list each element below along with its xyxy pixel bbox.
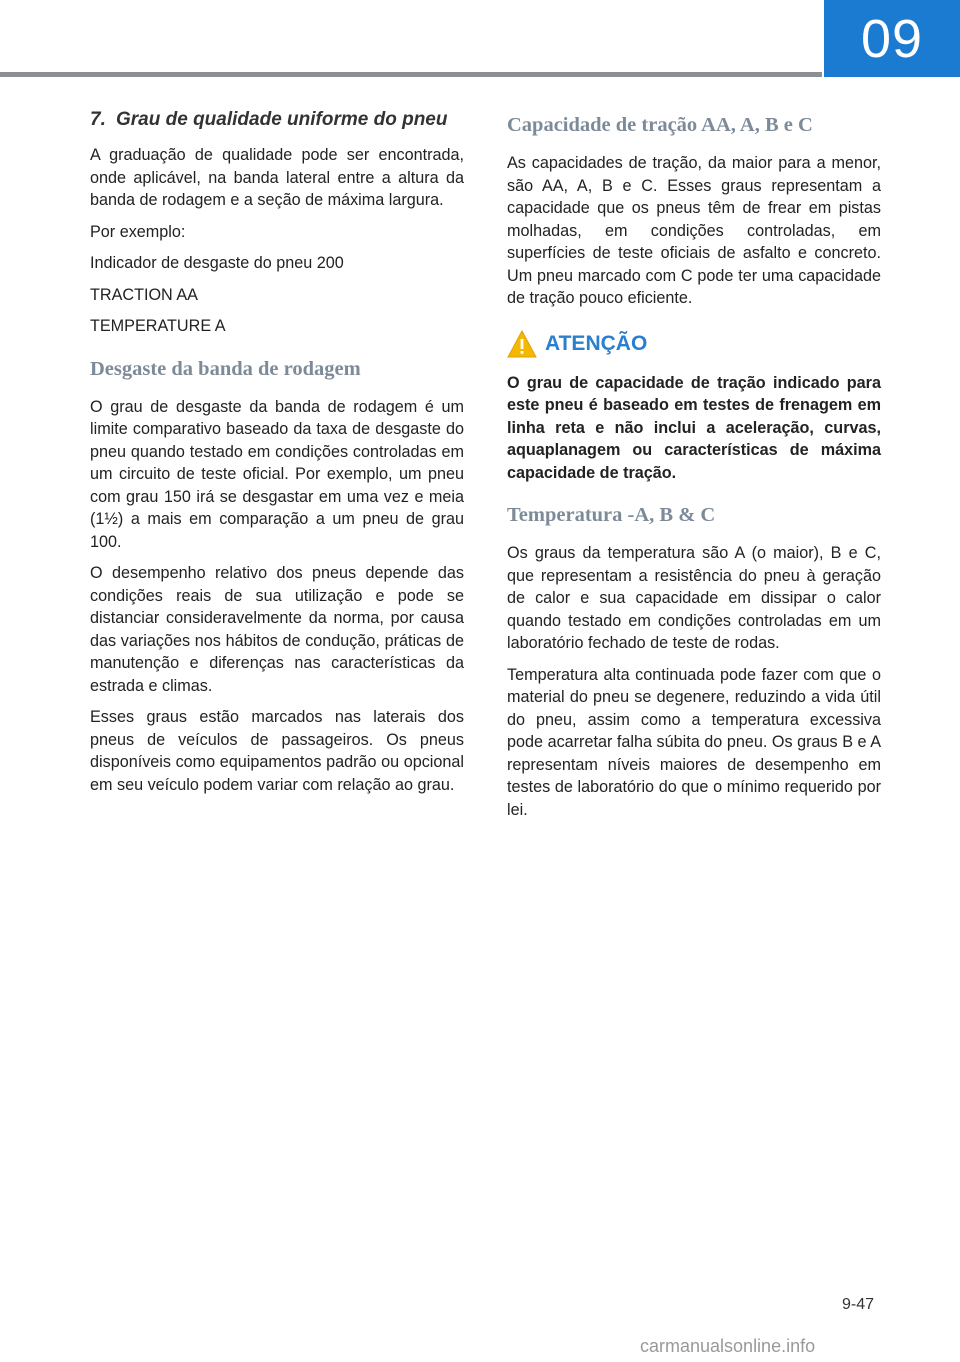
watermark-text: carmanualsonline.info xyxy=(640,1336,816,1356)
intro-paragraph: A graduação de qualidade pode ser encontrada, onde aplicável, na banda lateral entre a altura da banda de rodagem e a seção de máxima largura. xyxy=(90,146,464,209)
example-line-treadwear: Indicador de desgaste do pneu 200 xyxy=(90,254,344,272)
traction-paragraph: As capacidades de tração, da maior para a menor, são AA, A, B e C. Esses graus representam a capacidade que os pneus têm de frear em pistas molhadas, em condições controladas, em superfícies de teste oficiais de asfalto e concreto. Um pneu marcado com C pode ter uma capacidade de tração pouco eficiente. xyxy=(507,154,881,307)
warning-text: O grau de capacidade de tração indicado para este pneu é baseado em testes de frenagem em linha reta e não inclui a aceleração, curvas, aquaplanagem ou características de máxima capacidade de tração. xyxy=(507,373,881,482)
right-column xyxy=(507,108,881,830)
section-number: 7. xyxy=(90,109,106,130)
example-line-temperature: TEMPERATURE A xyxy=(90,317,226,335)
section-heading-tire-quality xyxy=(90,108,464,132)
treadwear-paragraph-3: Esses graus estão marcados nas laterais dos pneus de veículos de passageiros. Os pneus disponíveis como equipamentos padrão ou opcional em seu veículo podem variar com relação ao grau. xyxy=(90,708,464,794)
header-rule xyxy=(0,72,822,77)
example-line-traction: TRACTION AA xyxy=(90,285,198,304)
chapter-tab xyxy=(824,0,960,77)
subheading-treadwear: Desgaste da banda de rodagem xyxy=(90,357,361,380)
warning-triangle-icon xyxy=(507,330,537,358)
temperature-paragraph-2: Temperatura alta continuada pode fazer com que o material do pneu se degenere, reduzindo a vida útil do pneu, assim como a temperatura excessiva pode acarretar falha súbita do pneu. Os graus B e A representam níveis maiores de desempenho em testes de laboratório do que o mínimo requerido por lei. xyxy=(507,665,881,819)
temperature-paragraph-1: Os graus da temperatura são A (o maior), B e C, que representam a resistência do pneu à geração de calor e sua capacidade em dissipar o calor quando testado em condições controladas em um laboratório fechado de teste de rodas. xyxy=(507,544,881,652)
left-column xyxy=(90,108,464,805)
example-label: Por exemplo: xyxy=(90,222,186,241)
treadwear-paragraph-2: O desempenho relativo dos pneus depende das condições reais de sua utilização e pode se distanciar consideravelmente da norma, por causa das variações nos hábitos de condução, práticas de manutenção e diferenças nas características da estrada e climas. xyxy=(90,564,464,695)
subheading-temperature: Temperatura -A, B & C xyxy=(507,504,716,526)
page-number: 9-47 xyxy=(842,1296,875,1313)
treadwear-paragraph-1: O grau de desgaste da banda de rodagem é um limite comparativo baseado da taxa de desgaste do pneu quando testado em condições controladas em um circuito de teste oficial. Por exemplo, um pneu com grau 150 irá se desgastar em uma vez e meia (1½) a mais em comparação a um pneu de grau 100. xyxy=(90,397,464,551)
warning-header xyxy=(507,330,881,358)
chapter-number: 09 xyxy=(860,8,924,69)
subheading-traction: Capacidade de tração AA, A, B e C xyxy=(507,114,813,136)
section-title: Grau de qualidade uniforme do pneu xyxy=(116,109,448,130)
warning-label: ATENÇÃO xyxy=(545,331,648,355)
